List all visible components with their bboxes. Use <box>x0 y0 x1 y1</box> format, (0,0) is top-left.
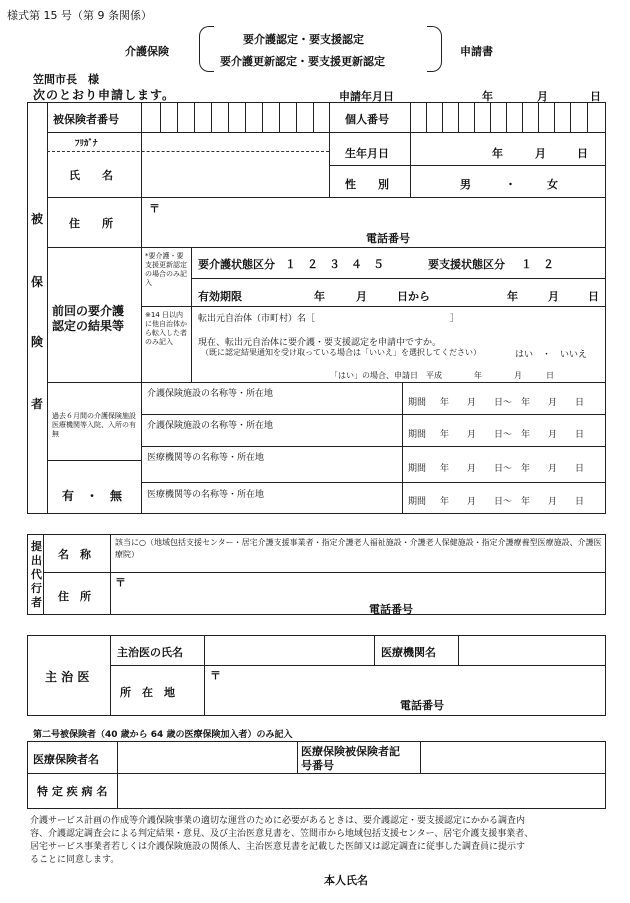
care-level-options[interactable]: １ ２ ３ ４ ５ <box>285 258 384 271</box>
medical-insured-number-label-2: 号番号 <box>301 759 334 772</box>
signature-label: 本人氏名 <box>324 874 368 887</box>
insured-side-4: 者 <box>31 397 44 411</box>
facility-name-2: 介護保険施設の名称等・所在地 <box>147 421 274 431</box>
title-types-line2: 要介護更新認定・要支援更新認定 <box>220 55 385 68</box>
previous-result-label-2: 認定の結果等 <box>52 319 125 333</box>
title-types-line1: 要介護認定・要支援認定 <box>243 33 364 46</box>
birth-year: 年 <box>492 147 503 160</box>
support-level-options[interactable]: １ ２ <box>521 258 554 271</box>
furigana-label: ﾌﾘｶﾞﾅ <box>75 139 98 149</box>
transfer-question: 現在、転出元自治体に要介護・要支援認定を申請中ですか。 <box>198 338 442 348</box>
agent-name-label: 名 称 <box>58 548 91 561</box>
facility-presence[interactable]: 有 ・ 無 <box>62 489 123 503</box>
date-month: 月 <box>537 90 548 103</box>
previous-result-label-1: 前回の要介護 <box>52 304 125 318</box>
specific-disease-label: 特 定 疾 病 名 <box>37 785 108 798</box>
application-date-label: 申請年月日 <box>339 90 394 103</box>
birth-month: 月 <box>535 147 546 160</box>
request-line: 次のとおり申請します。 <box>33 88 176 102</box>
name-label: 氏 名 <box>69 169 113 182</box>
form-number: 様式第 15 号（第 9 条関係） <box>7 9 152 22</box>
validity-end-year: 年 <box>507 290 518 303</box>
period-value-1: 年 月 日～ 年 月 日 <box>440 398 585 408</box>
facility-name-1: 介護保険施設の名称等・所在地 <box>147 389 274 399</box>
support-level-label: 要支援状態区分 <box>428 258 505 271</box>
medical-insurer-label: 医療保険者名 <box>33 753 99 766</box>
transfer-question-note: （既に認定結果通知を受け取っている場合は「いいえ」を選択してください） <box>201 348 481 357</box>
medical-name-1: 医療機関等の名称等・所在地 <box>147 453 265 463</box>
transfer-origin[interactable]: 転出元自治体（市町村）名［ ］ <box>198 314 460 324</box>
period-label-1: 期間 <box>408 398 427 408</box>
individual-number-label: 個人番号 <box>345 113 389 126</box>
doctor-section <box>27 635 606 716</box>
care-level-label: 要介護状態区分 <box>198 258 275 271</box>
phone-label: 電話番号 <box>366 232 410 245</box>
left-bracket <box>199 26 214 72</box>
period-value-2: 年 月 日～ 年 月 日 <box>440 430 585 440</box>
insured-side-2: 保 <box>31 275 44 289</box>
period-value-3: 年 月 日～ 年 月 日 <box>440 464 585 474</box>
second-insured-heading: 第二号被保険者（40 歳から 64 歳の医療保険加入者）のみ記入 <box>33 730 293 740</box>
renewal-note: *要介護・要支援更新認定の場合のみ記入 <box>145 252 187 287</box>
insured-side-3: 険 <box>31 335 44 349</box>
validity-month: 月 <box>356 290 367 303</box>
postal-mark: 〒 <box>149 202 160 215</box>
institution-label: 医療機関名 <box>381 646 436 659</box>
agent-side-label: 提 出 代 行 者 <box>31 540 42 609</box>
agent-phone-label: 電話番号 <box>369 603 413 616</box>
gender-label: 性 別 <box>345 178 389 191</box>
facility-stay-label: 過去６月間の介護保険施設医療機関等入院、入所の有無 <box>52 412 136 438</box>
transfer-yes-no[interactable]: はい ・ いいえ <box>515 350 588 360</box>
insured-side-1: 被 <box>31 212 44 226</box>
validity-from: 日から <box>397 290 430 303</box>
date-day: 日 <box>590 90 601 103</box>
medical-insured-number-label-1: 医療保険被保険者記 <box>301 745 400 758</box>
period-value-4: 年 月 日～ 年 月 日 <box>440 497 585 507</box>
date-year: 年 <box>482 90 493 103</box>
consent-text: 介護サービス計画の作成等介護保険事業の適切な運営のために必要があるときは、要介護認定・要支援認定にかかる調査内 容、介護認定調査会による判定結果・意見、及び主治医意見書を、笠間市から地域包括支援センター、居宅介護支援事業者、 居宅サービス事業者若しくは介護保険施設の関係人、主治医意見書を記載した医師又は認定調査に従事した調査員に提示す ることに同意します。 <box>30 816 534 865</box>
address-label: 住 所 <box>69 217 113 230</box>
title-suffix: 申請書 <box>460 45 493 58</box>
doctor-address-label: 所 在 地 <box>120 686 175 699</box>
birth-date-label: 生年月日 <box>345 147 389 160</box>
gender-female[interactable]: 女 <box>547 178 558 191</box>
birth-day: 日 <box>577 147 588 160</box>
agent-postal-mark: 〒 <box>115 576 126 589</box>
transfer-if-yes: 「はい」の場合、申請日 平成 年 月 日 <box>330 371 554 380</box>
transfer-note: ※14 日以内に他自治体から転入した者のみ記入 <box>145 311 187 346</box>
agent-type-note[interactable]: 該当に○（地域包括支援センター・居宅介護支援事業者・指定介護老人福祉施設・介護老人保健施設・指定介護療養型医療施設、介護医療院） <box>115 538 602 559</box>
addressee: 笠間市長 様 <box>33 73 99 86</box>
medical-name-2: 医療機関等の名称等・所在地 <box>147 490 265 500</box>
gender-male[interactable]: 男 <box>460 178 471 191</box>
gender-separator: ・ <box>505 178 516 191</box>
agent-address-label: 住 所 <box>58 590 91 603</box>
validity-end-month: 月 <box>548 290 559 303</box>
doctor-postal-mark: 〒 <box>210 669 221 682</box>
validity-label: 有効期限 <box>198 290 242 303</box>
title-prefix: 介護保険 <box>125 45 169 58</box>
validity-end-day: 日 <box>588 290 599 303</box>
doctor-phone-label: 電話番号 <box>400 699 444 712</box>
period-label-2: 期間 <box>408 430 427 440</box>
insured-number-label: 被保険者番号 <box>53 113 119 126</box>
validity-year: 年 <box>314 290 325 303</box>
doctor-label: 主 治 医 <box>45 670 90 684</box>
period-label-4: 期間 <box>408 497 427 507</box>
period-label-3: 期間 <box>408 464 427 474</box>
doctor-name-label: 主治医の氏名 <box>117 646 183 659</box>
right-bracket <box>427 26 442 72</box>
